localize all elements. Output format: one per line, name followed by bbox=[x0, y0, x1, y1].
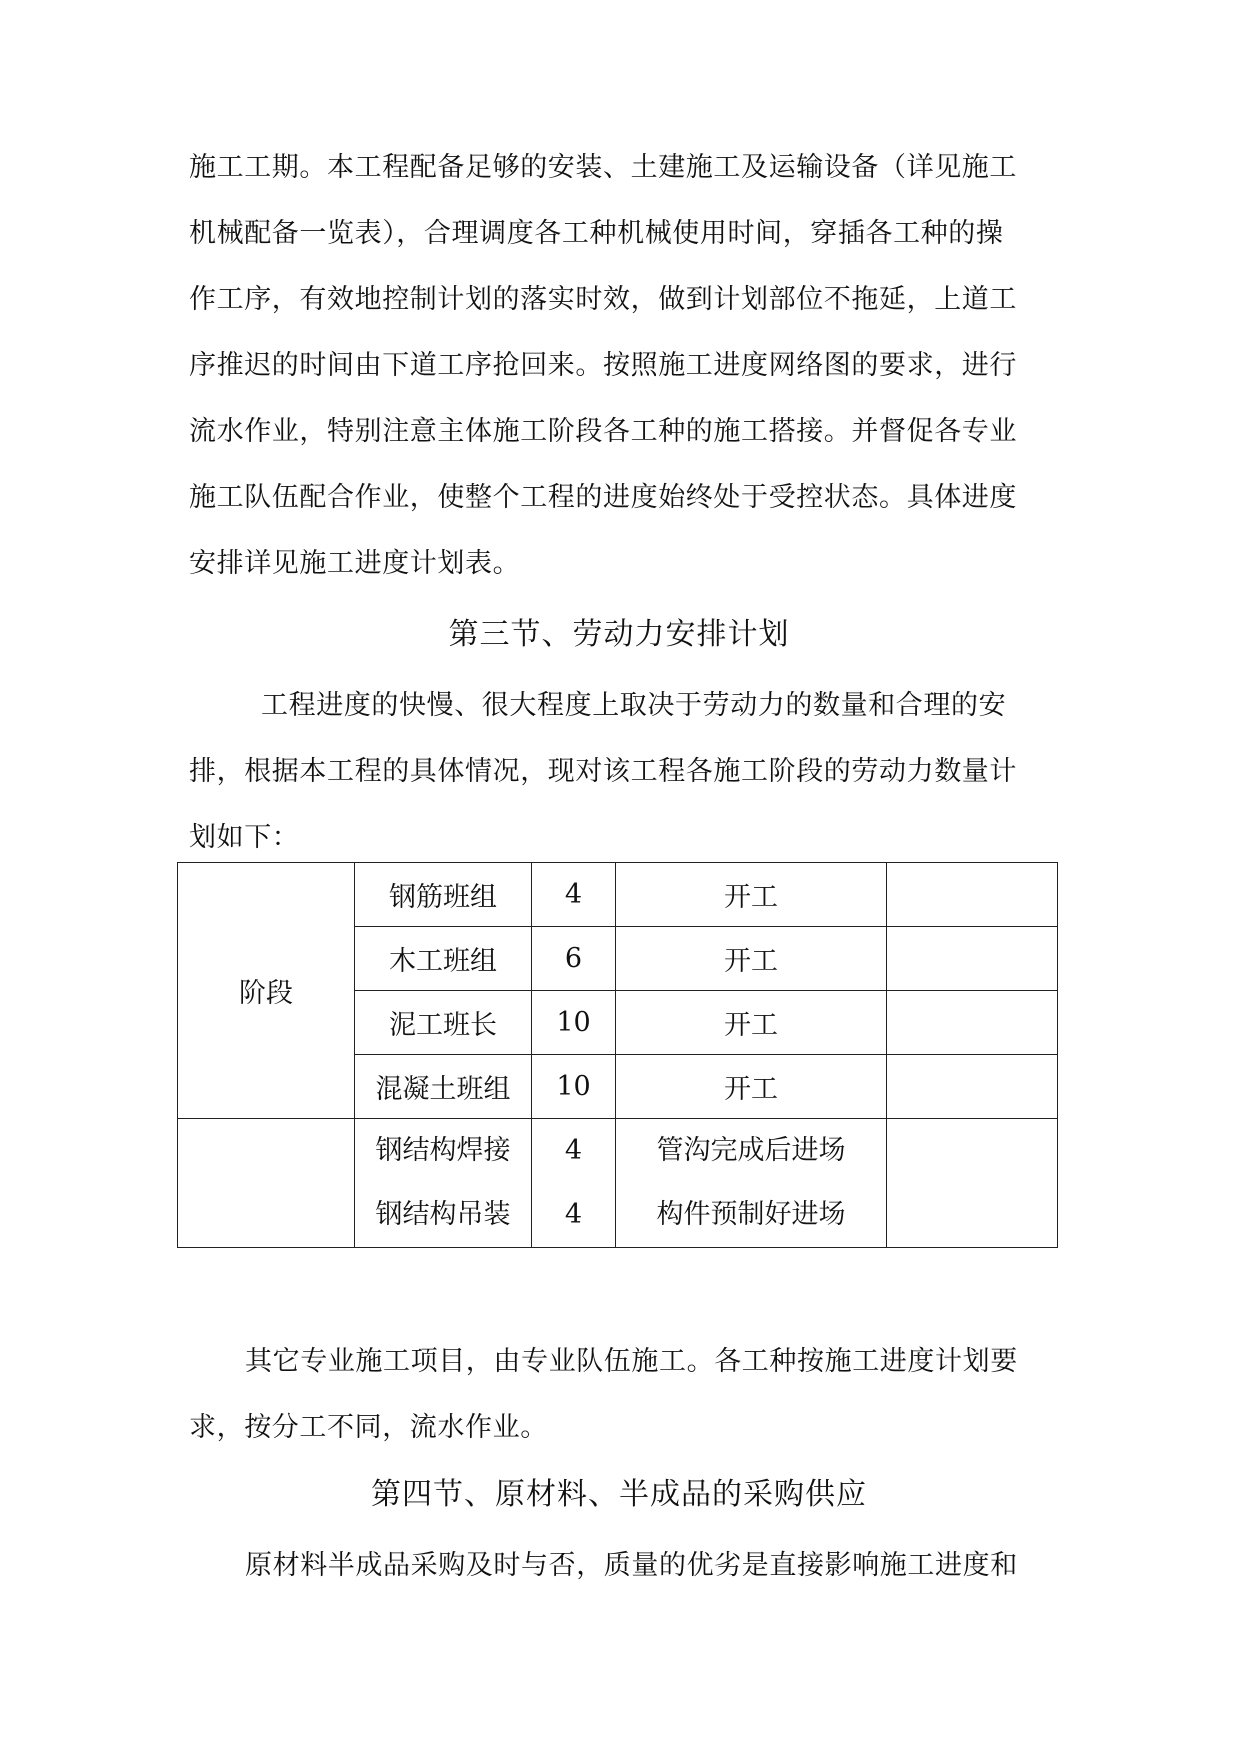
paragraph-4-line-1: 原材料半成品采购及时与否，质量的优劣是直接影响施工进度和 bbox=[245, 1550, 1018, 1581]
table-row bbox=[178, 863, 1058, 927]
count-line: 4 bbox=[564, 1135, 583, 1166]
count-cell: 10 bbox=[532, 1055, 616, 1119]
timing-line: 构件预制好进场 bbox=[656, 1199, 846, 1230]
note-cell bbox=[887, 1119, 1058, 1248]
timing-cell: 开工 bbox=[616, 927, 887, 991]
stage-label-cell bbox=[178, 1119, 355, 1248]
section-3-title: 第三节、劳动力安排计划 bbox=[448, 617, 790, 652]
paragraph-2-line-2: 排，根据本工程的具体情况，现对该工程各施工阶段的劳动力数量计 bbox=[189, 756, 1017, 787]
timing-cell: 开工 bbox=[616, 991, 887, 1055]
paragraph-1-line-4: 序推迟的时间由下道工序抢回来。按照施工进度网络图的要求，进行 bbox=[189, 350, 1017, 381]
paragraph-1-line-3: 作工序，有效地控制计划的落实时效，做到计划部位不拖延，上道工 bbox=[189, 284, 1017, 315]
note-cell bbox=[887, 927, 1058, 991]
paragraph-3-line-1: 其它专业施工项目，由专业队伍施工。各工种按施工进度计划要 bbox=[245, 1346, 1018, 1377]
team-cell: 混凝土班组 bbox=[355, 1055, 532, 1119]
timing-cell: 开工 bbox=[616, 1055, 887, 1119]
count-line: 4 bbox=[564, 1199, 583, 1230]
team-line: 钢结构焊接 bbox=[375, 1135, 511, 1166]
count-cell bbox=[532, 1119, 616, 1248]
team-line: 钢结构吊装 bbox=[375, 1199, 511, 1230]
paragraph-1-line-6: 施工队伍配合作业，使整个工程的进度始终处于受控状态。具体进度 bbox=[189, 482, 1017, 513]
team-cell bbox=[355, 1119, 532, 1248]
count-cell: 4 bbox=[532, 863, 616, 927]
count-cell: 10 bbox=[532, 991, 616, 1055]
team-cell: 木工班组 bbox=[355, 927, 532, 991]
paragraph-1-line-2: 机械配备一览表），合理调度各工种机械使用时间，穿插各工种的操 bbox=[189, 218, 1004, 249]
timing-line: 管沟完成后进场 bbox=[656, 1135, 846, 1166]
note-cell bbox=[887, 1055, 1058, 1119]
paragraph-3-line-2: 求，按分工不同，流水作业。 bbox=[189, 1412, 548, 1443]
paragraph-1-line-5: 流水作业，特别注意主体施工阶段各工种的施工搭接。并督促各专业 bbox=[189, 416, 1017, 447]
paragraph-2-line-1: 工程进度的快慢、很大程度上取决于劳动力的数量和合理的安 bbox=[261, 690, 1007, 721]
stage-label-cell: 阶段 bbox=[178, 863, 355, 1119]
labor-plan-table bbox=[177, 862, 1058, 1248]
section-4-title: 第四节、原材料、半成品的采购供应 bbox=[371, 1477, 867, 1512]
note-cell bbox=[887, 863, 1058, 927]
table-row bbox=[178, 1119, 1058, 1248]
timing-cell: 开工 bbox=[616, 863, 887, 927]
timing-cell bbox=[616, 1119, 887, 1248]
note-cell bbox=[887, 991, 1058, 1055]
count-cell: 6 bbox=[532, 927, 616, 991]
paragraph-1-line-1: 施工工期。本工程配备足够的安装、土建施工及运输设备（详见施工 bbox=[189, 152, 1017, 183]
team-cell: 泥工班长 bbox=[355, 991, 532, 1055]
team-cell: 钢筋班组 bbox=[355, 863, 532, 927]
paragraph-2-line-3: 划如下： bbox=[189, 822, 300, 853]
paragraph-1-line-7: 安排详见施工进度计划表。 bbox=[189, 548, 521, 579]
